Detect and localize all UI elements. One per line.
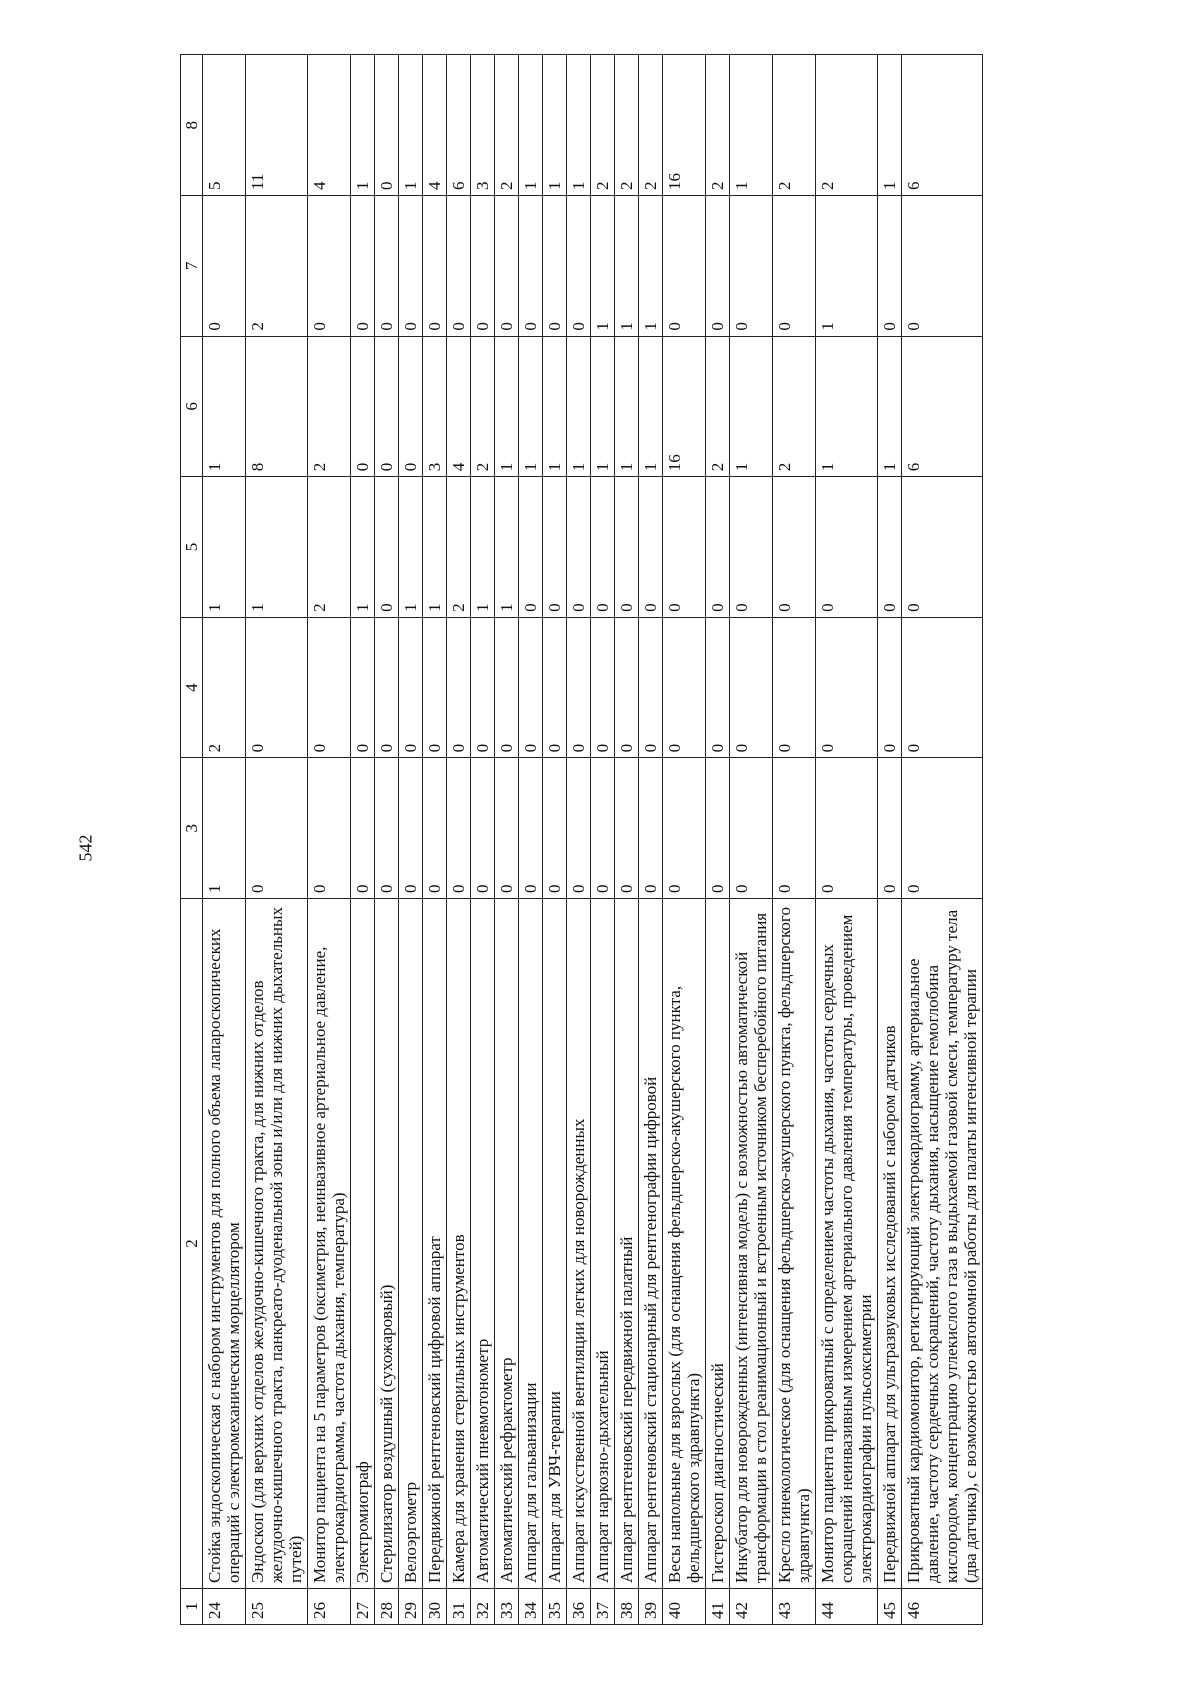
quantity-cell: 0: [591, 758, 615, 899]
equipment-name-cell: Велоэргометр: [399, 899, 423, 1589]
quantity-cell: 0: [639, 758, 663, 899]
quantity-cell: 0: [902, 196, 983, 337]
table-row: [730, 55, 773, 1625]
equipment-name-cell: Монитор пациента прикроватный с определением частоты дыхания, частоты сердечных сокращений неинвазивным измерением артериального давления температуры, проведением электрокардиографии пульсоксиметрии: [816, 899, 878, 1589]
quantity-cell: 1: [351, 55, 375, 196]
quantity-cell: 1: [203, 336, 246, 477]
quantity-cell: 0: [591, 617, 615, 758]
quantity-cell: 0: [902, 477, 983, 618]
row-number-cell: 36: [567, 1589, 591, 1625]
equipment-name-cell: Передвижной аппарат для ультразвуковых исследований с набором датчиков: [878, 899, 902, 1589]
row-number-cell: 39: [639, 1589, 663, 1625]
equipment-table: [180, 54, 983, 1625]
column-header: 3: [181, 758, 203, 899]
quantity-cell: 0: [351, 336, 375, 477]
table-row: [773, 55, 816, 1625]
quantity-cell: 1: [567, 336, 591, 477]
quantity-cell: 0: [375, 336, 399, 477]
quantity-cell: 0: [519, 617, 543, 758]
quantity-cell: 0: [399, 336, 423, 477]
quantity-cell: 0: [730, 617, 773, 758]
column-header: 7: [181, 196, 203, 337]
quantity-cell: 0: [471, 617, 495, 758]
quantity-cell: 0: [471, 758, 495, 899]
quantity-cell: 0: [615, 477, 639, 618]
quantity-cell: 1: [399, 477, 423, 618]
quantity-cell: 2: [495, 55, 519, 196]
quantity-cell: 0: [495, 196, 519, 337]
quantity-cell: 0: [308, 196, 351, 337]
row-number-cell: 32: [471, 1589, 495, 1625]
quantity-cell: 0: [878, 477, 902, 618]
equipment-name-cell: Гистероскоп диагностический: [706, 899, 730, 1589]
column-header: 8: [181, 55, 203, 196]
quantity-cell: 1: [730, 55, 773, 196]
equipment-name-cell: Автоматический пневмотонометр: [471, 899, 495, 1589]
quantity-cell: 1: [543, 55, 567, 196]
table-row: [351, 55, 375, 1625]
quantity-cell: 1: [495, 477, 519, 618]
quantity-cell: 2: [471, 336, 495, 477]
quantity-cell: 1: [567, 55, 591, 196]
table-row: [447, 55, 471, 1625]
row-number-cell: 44: [816, 1589, 878, 1625]
quantity-cell: 2: [639, 55, 663, 196]
column-header: 4: [181, 617, 203, 758]
rotated-table-area: [180, 55, 1200, 1619]
row-number-cell: 28: [375, 1589, 399, 1625]
quantity-cell: 8: [246, 336, 308, 477]
quantity-cell: 1: [471, 477, 495, 618]
row-number-cell: 41: [706, 1589, 730, 1625]
quantity-cell: 0: [706, 758, 730, 899]
equipment-name-cell: Стерилизатор воздушный (сухожаровый): [375, 899, 399, 1589]
quantity-cell: 1: [639, 336, 663, 477]
quantity-cell: 4: [447, 336, 471, 477]
quantity-cell: 5: [203, 55, 246, 196]
row-number-cell: 45: [878, 1589, 902, 1625]
quantity-cell: 0: [591, 477, 615, 618]
quantity-cell: 0: [567, 477, 591, 618]
quantity-cell: 1: [615, 336, 639, 477]
quantity-cell: 1: [591, 196, 615, 337]
quantity-cell: 0: [567, 617, 591, 758]
page-number: 542: [75, 834, 96, 862]
quantity-cell: 0: [663, 196, 706, 337]
quantity-cell: 1: [591, 336, 615, 477]
quantity-cell: 0: [567, 196, 591, 337]
quantity-cell: 1: [246, 477, 308, 618]
quantity-cell: 0: [423, 196, 447, 337]
quantity-cell: 0: [615, 758, 639, 899]
table-row: [203, 55, 246, 1625]
quantity-cell: 0: [543, 196, 567, 337]
quantity-cell: 0: [543, 617, 567, 758]
quantity-cell: 0: [773, 196, 816, 337]
quantity-cell: 2: [773, 336, 816, 477]
table-row: [308, 55, 351, 1625]
quantity-cell: 1: [730, 336, 773, 477]
quantity-cell: 0: [399, 758, 423, 899]
quantity-cell: 6: [902, 55, 983, 196]
quantity-cell: 0: [730, 758, 773, 899]
quantity-cell: 0: [663, 758, 706, 899]
table-row: [816, 55, 878, 1625]
equipment-name-cell: Электромиограф: [351, 899, 375, 1589]
quantity-cell: 3: [471, 55, 495, 196]
row-number-cell: 42: [730, 1589, 773, 1625]
equipment-name-cell: Автоматический рефрактометр: [495, 899, 519, 1589]
equipment-name-cell: Инкубатор для новорожденных (интенсивная модель) с возможностью автоматической трансформации в стол реанимационный и встроенным источником бесперебойного питания: [730, 899, 773, 1589]
quantity-cell: 0: [519, 196, 543, 337]
quantity-cell: 0: [447, 617, 471, 758]
row-number-cell: 29: [399, 1589, 423, 1625]
row-number-cell: 40: [663, 1589, 706, 1625]
quantity-cell: 0: [447, 758, 471, 899]
table-row: [639, 55, 663, 1625]
quantity-cell: 16: [663, 336, 706, 477]
quantity-cell: 0: [902, 617, 983, 758]
equipment-name-cell: Камера для хранения стерильных инструментов: [447, 899, 471, 1589]
table-row: [471, 55, 495, 1625]
quantity-cell: 0: [495, 617, 519, 758]
quantity-cell: 0: [706, 477, 730, 618]
quantity-cell: 0: [423, 617, 447, 758]
equipment-name-cell: Стойка эндоскопическая с набором инструментов для полного объема лапароскопических операций с электромеханическим морцеллятором: [203, 899, 246, 1589]
equipment-name-cell: Аппарат искусственной вентиляции легких для новорожденных: [567, 899, 591, 1589]
quantity-cell: 2: [308, 477, 351, 618]
table-row: [543, 55, 567, 1625]
quantity-cell: 6: [902, 336, 983, 477]
table-row: [902, 55, 983, 1625]
quantity-cell: 0: [663, 477, 706, 618]
quantity-cell: 2: [308, 336, 351, 477]
quantity-cell: 0: [246, 617, 308, 758]
quantity-cell: 1: [351, 477, 375, 618]
table-row: [706, 55, 730, 1625]
quantity-cell: 0: [447, 196, 471, 337]
row-number-cell: 27: [351, 1589, 375, 1625]
quantity-cell: 0: [706, 196, 730, 337]
table-row: [519, 55, 543, 1625]
quantity-cell: 0: [351, 758, 375, 899]
quantity-cell: 1: [423, 477, 447, 618]
row-number-cell: 24: [203, 1589, 246, 1625]
row-number-cell: 25: [246, 1589, 308, 1625]
equipment-name-cell: Прикроватный кардиомонитор, регистрирующий электрокардиограмму, артериальное давление, частоту сердечных сокращений, частоту дыхания, насыщение гемоглобина кислородом, концентрацию углекислого газа в выдыхаемой газовой смеси, температуру тела (два датчика), с возможностью автономной работы для палаты интенсивной терапии: [902, 899, 983, 1589]
row-number-cell: 43: [773, 1589, 816, 1625]
quantity-cell: 0: [543, 477, 567, 618]
quantity-cell: 0: [816, 758, 878, 899]
quantity-cell: 0: [730, 477, 773, 618]
quantity-cell: 0: [519, 477, 543, 618]
table-row: [615, 55, 639, 1625]
quantity-cell: 0: [375, 617, 399, 758]
quantity-cell: 3: [423, 336, 447, 477]
quantity-cell: 1: [203, 758, 246, 899]
equipment-name-cell: Аппарат наркозно-дыхательный: [591, 899, 615, 1589]
quantity-cell: 0: [878, 196, 902, 337]
quantity-cell: 0: [399, 196, 423, 337]
quantity-cell: 1: [203, 477, 246, 618]
equipment-name-cell: Аппарат рентгеновский передвижной палатный: [615, 899, 639, 1589]
quantity-cell: 0: [519, 758, 543, 899]
quantity-cell: 0: [399, 617, 423, 758]
quantity-cell: 0: [375, 758, 399, 899]
quantity-cell: 0: [615, 617, 639, 758]
quantity-cell: 11: [246, 55, 308, 196]
row-number-cell: 30: [423, 1589, 447, 1625]
quantity-cell: 2: [816, 55, 878, 196]
quantity-cell: 0: [203, 196, 246, 337]
quantity-cell: 0: [308, 758, 351, 899]
row-number-cell: 26: [308, 1589, 351, 1625]
header-row: [181, 55, 203, 1625]
quantity-cell: 0: [375, 477, 399, 618]
quantity-cell: 0: [495, 758, 519, 899]
quantity-cell: 1: [878, 55, 902, 196]
quantity-cell: 2: [591, 55, 615, 196]
equipment-name-cell: Монитор пациента на 5 параметров (оксиметрия, неинвазивное артериальное давление, электрокардиограмма, частота дыхания, температура): [308, 899, 351, 1589]
table-row: [246, 55, 308, 1625]
table-row: [423, 55, 447, 1625]
column-header: 6: [181, 336, 203, 477]
table-row: [663, 55, 706, 1625]
row-number-cell: 33: [495, 1589, 519, 1625]
equipment-name-cell: Передвижной рентгеновский цифровой аппарат: [423, 899, 447, 1589]
row-number-cell: 31: [447, 1589, 471, 1625]
quantity-cell: 0: [816, 477, 878, 618]
quantity-cell: 2: [706, 55, 730, 196]
row-number-cell: 38: [615, 1589, 639, 1625]
quantity-cell: 0: [816, 617, 878, 758]
equipment-name-cell: Весы напольные для взрослых (для оснащения фельдшерско-акушерского пункта, фельдшерского здравпункта): [663, 899, 706, 1589]
quantity-cell: 0: [351, 196, 375, 337]
table-row: [591, 55, 615, 1625]
quantity-cell: 0: [773, 758, 816, 899]
table-row: [495, 55, 519, 1625]
quantity-cell: 0: [246, 758, 308, 899]
quantity-cell: 2: [773, 55, 816, 196]
quantity-cell: 2: [203, 617, 246, 758]
column-header: 2: [181, 899, 203, 1589]
quantity-cell: 0: [375, 196, 399, 337]
quantity-cell: 0: [639, 617, 663, 758]
table-row: [567, 55, 591, 1625]
quantity-cell: 0: [567, 758, 591, 899]
quantity-cell: 1: [495, 336, 519, 477]
quantity-cell: 0: [878, 617, 902, 758]
quantity-cell: 2: [447, 477, 471, 618]
row-number-cell: 46: [902, 1589, 983, 1625]
row-number-cell: 35: [543, 1589, 567, 1625]
quantity-cell: 4: [423, 55, 447, 196]
quantity-cell: 0: [706, 617, 730, 758]
quantity-cell: 0: [543, 758, 567, 899]
quantity-cell: 16: [663, 55, 706, 196]
table-row: [399, 55, 423, 1625]
table-row: [375, 55, 399, 1625]
quantity-cell: 1: [615, 196, 639, 337]
quantity-cell: 0: [878, 758, 902, 899]
rotated-table-frame: [180, 55, 1170, 1625]
quantity-cell: 0: [471, 196, 495, 337]
equipment-name-cell: Кресло гинекологическое (для оснащения фельдшерско-акушерского пункта, фельдшерского здравпункта): [773, 899, 816, 1589]
quantity-cell: 1: [519, 55, 543, 196]
quantity-cell: 2: [706, 336, 730, 477]
quantity-cell: 0: [375, 55, 399, 196]
quantity-cell: 0: [639, 477, 663, 618]
equipment-name-cell: Аппарат для гальванизации: [519, 899, 543, 1589]
quantity-cell: 0: [351, 617, 375, 758]
quantity-cell: 1: [816, 336, 878, 477]
equipment-name-cell: Эндоскоп (для верхних отделов желудочно-кишечного тракта, для нижних отделов желудочно-кишечного тракта, панкреато-дуоденальной зоны и/или для нижних дыхательных путей): [246, 899, 308, 1589]
quantity-cell: 0: [773, 477, 816, 618]
quantity-cell: 4: [308, 55, 351, 196]
quantity-cell: 2: [246, 196, 308, 337]
row-number-cell: 34: [519, 1589, 543, 1625]
quantity-cell: 1: [878, 336, 902, 477]
equipment-name-cell: Аппарат для УВЧ-терапии: [543, 899, 567, 1589]
table-body: [203, 55, 983, 1625]
equipment-name-cell: Аппарат рентгеновский стационарный для рентгенографии цифровой: [639, 899, 663, 1589]
column-header: 5: [181, 477, 203, 618]
quantity-cell: 1: [816, 196, 878, 337]
quantity-cell: 0: [663, 617, 706, 758]
quantity-cell: 0: [730, 196, 773, 337]
quantity-cell: 1: [399, 55, 423, 196]
quantity-cell: 1: [519, 336, 543, 477]
row-number-cell: 37: [591, 1589, 615, 1625]
quantity-cell: 0: [773, 617, 816, 758]
quantity-cell: 2: [615, 55, 639, 196]
quantity-cell: 0: [902, 758, 983, 899]
column-header: 1: [181, 1589, 203, 1625]
table-row: [878, 55, 902, 1625]
quantity-cell: 0: [308, 617, 351, 758]
quantity-cell: 1: [543, 336, 567, 477]
quantity-cell: 1: [639, 196, 663, 337]
quantity-cell: 6: [447, 55, 471, 196]
quantity-cell: 0: [423, 758, 447, 899]
